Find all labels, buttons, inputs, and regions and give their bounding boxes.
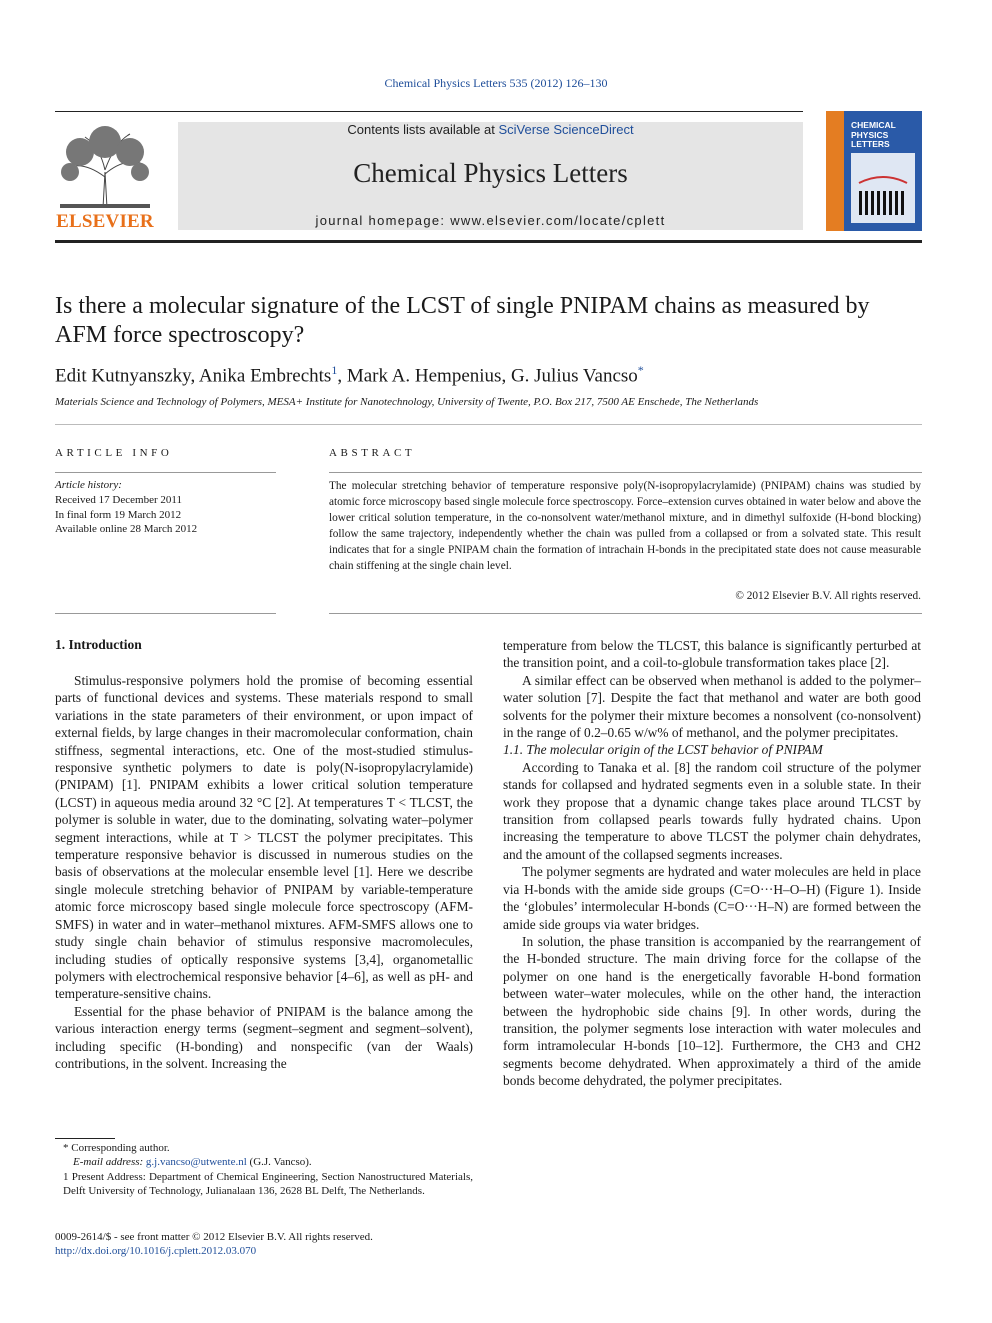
abstract-rule-bottom [329, 613, 922, 614]
abstract-rule [329, 472, 922, 473]
footnotes [55, 1141, 473, 1199]
bottom-info [55, 1230, 505, 1259]
journal-title: Chemical Physics Letters [353, 158, 628, 188]
footnote-corresponding: * Corresponding author. [63, 1142, 170, 1154]
footnote-present-address: 1 Present Address: Department of Chemical Engineering, Section Nanostructured Materials, Delft University of Technology, Julianalaan 136, 2628 BL Delft, The Netherlands. [63, 1170, 473, 1198]
issn-line: 0009-2614/$ - see front matter © 2012 Elsevier B.V. All rights reserved. [55, 1231, 373, 1243]
article-info-heading: ARTICLE INFO [55, 447, 173, 459]
doi-link[interactable]: http://dx.doi.org/10.1016/j.cplett.2012.03.070 [55, 1245, 257, 1258]
revised-date: In final form 19 March 2012 [55, 508, 182, 521]
cover-title: CHEMICAL PHYSICS LETTERS [851, 120, 896, 149]
received-date: Received 17 December 2011 [55, 493, 182, 506]
journal-citation[interactable]: Chemical Physics Letters 535 (2012) 126–130 [384, 76, 608, 90]
article-info-rule [55, 472, 276, 473]
article-info-rule-bottom [55, 613, 276, 614]
contents-line: Contents lists available at SciVerse ScienceDirect [347, 122, 634, 137]
abstract-copyright: © 2012 Elsevier B.V. All rights reserved. [735, 590, 921, 602]
journal-homepage[interactable]: journal homepage: www.elsevier.com/locate/cplett [315, 213, 666, 228]
body-column-left [55, 672, 473, 1072]
paragraph: According to Tanaka et al. [8] the random coil structure of the polymer stands for collapsed and hydrated segments even in a soluble state. In their work they propose that a dynamic change takes place around TLCST by transition from collapsed pearls towards fully hydrated chains. Upon increasing the temperature to above TLCST the polymer chain dehydrates, and the amount of the collapsed segments increases. [503, 759, 921, 862]
header-thick-rule [55, 240, 922, 243]
email-link[interactable]: g.j.vancso@utwente.nl [145, 1156, 247, 1169]
body-column-right [503, 637, 921, 1090]
section-rule [55, 424, 922, 425]
author-list: Edit Kutnyanszky, Anika Embrechts$^1$, Mark A. Hempenius, G. Julius Vancso* [55, 363, 644, 387]
paragraph: A similar effect can be observed when methanol is added to the polymer–water solution [7]. Despite the fact that methanol and water are both good solvents for the polymer their mixture becomes a nonsolvent (co-nonsolvent) in the range of 0.2–0.65 w/w% of methanol, and the polymer precipitates. [503, 672, 921, 741]
cover-graphic [851, 153, 915, 223]
history-label: Article history: [55, 479, 122, 491]
journal-banner [178, 122, 803, 230]
paragraph: In solution, the phase transition is accompanied by the rearrangement of the H-bonded structure. The main driving force for the collapse of the polymer on one hand is the energetically favorable H-bond formation between water–water molecules, while on the other hand, the interaction between the hydrophobic side chains [9]. In other words, during the transition, the polymer segments lose interaction with water molecules and form intramolecular H-bonds [10–12]. Furthermore, the CH3 and CH2 segments become dehydrated. When approximately a third of the amide bonds become dehydrated, the polymer precipitates. [503, 933, 921, 1089]
footnote-marker-1[interactable]: 1 [331, 363, 338, 377]
subsection-heading: 1.1. The molecular origin of the LCST behavior of PNIPAM [503, 742, 823, 758]
paragraph: Stimulus-responsive polymers hold the promise of becoming essential parts of functional devices and systems. These materials respond to small variations in the state parameters of their environment, or upon impact of external fields, by large changes in their macromolecular conformation, chain stiffness, segmental interactions, etc. One of the most-studied stimulus-responsive synthetic polymers to date is poly(N-isopropylacrylamide) (PNIPAM) [1]. PNIPAM exhibits a lower critical solution temperature (LCST) in aqueous media around 32 °C [2]. At temperatures T < TLCST, the polymer is soluble in water, due to the dominating, solvating water–polymer segment interactions, while at T > TLCST the polymer precipitates. This temperature responsive behavior is discussed in numerous studies on the basis of observations at the molecular ensemble level [1]. Here we describe single molecule stretching behavior of PNIPAM by variable-temperature atomic force microscopy based single molecule force spectroscopy (AFM-SMFS) in water and in water–methanol mixtures. AFM-SMFS allows one to study single chain behavior of stimulus responsive macromolecules, including studies of optically responsive systems [3,4], organometallic polymers with electrochemical responsive behavior [4–6], as well as pH- and temperature-sensitive chains. [55, 673, 473, 1002]
header-rule [55, 111, 803, 112]
cover-band [826, 111, 844, 231]
paragraph: Essential for the phase behavior of PNIPAM is the balance among the various interaction energy terms (segment–segment and segment–solvent), including specific (H-bonding) and nonspecific (van der Waals) contributions, in the solvent. Increasing the [55, 1003, 473, 1071]
online-date: Available online 28 March 2012 [55, 523, 198, 536]
footnote-rule [55, 1138, 115, 1139]
affiliation: Materials Science and Technology of Polymers, MESA+ Institute for Nanotechnology, University of Twente, P.O. Box 217, 7500 AE Enschede, The Netherlands [55, 396, 759, 408]
journal-cover-thumbnail [826, 111, 922, 231]
paragraph: temperature from below the TLCST, this balance is significantly perturbed at the transition point, and a coil-to-globule transformation takes place [2]. [503, 638, 921, 671]
corresponding-author-marker[interactable]: * [637, 363, 644, 377]
article-title: Is there a molecular signature of the LCST of single PNIPAM chains as measured by AFM force spectroscopy? [55, 293, 870, 348]
publisher-logo-text: ELSEVIER [56, 211, 154, 232]
sciencedirect-link[interactable]: SciVerse ScienceDirect [498, 122, 634, 137]
paragraph: The polymer segments are hydrated and water molecules are held in place via H-bonds with the amide side groups (C=O···H–O–H) (Figure 1). Inside the ‘globules’ intermolecular H-bonds (C=O···H–N) are formed between the amide side groups via water bridges. [503, 864, 921, 932]
section-heading-introduction: 1. Introduction [55, 637, 142, 652]
article-history [55, 478, 276, 537]
abstract-text: The molecular stretching behavior of temperature responsive poly(N-isopropylacrylamide) (PNIPAM) chains was studied by atomic force microscopy based single molecule force spectroscopy. Force–extension curves obtained in water below and above the lower critical solution temperature, in the co-nonsolvent water/methanol mixture, and in dimethyl sulfoxide (H-bond blocking) follow the same trajectory, independently whether the chain was pulled from a collapsed or from a solvated state. This result indicates that for a single PNIPAM chain the formation of intrachain H-bonds in the precipitated state does not cause measurable chain stiffening at the single chain level. [329, 480, 921, 572]
abstract-heading: ABSTRACT [329, 447, 416, 459]
footnote-email: E-mail address: g.j.vancso@utwente.nl (G.J. Vancso). [73, 1156, 312, 1169]
